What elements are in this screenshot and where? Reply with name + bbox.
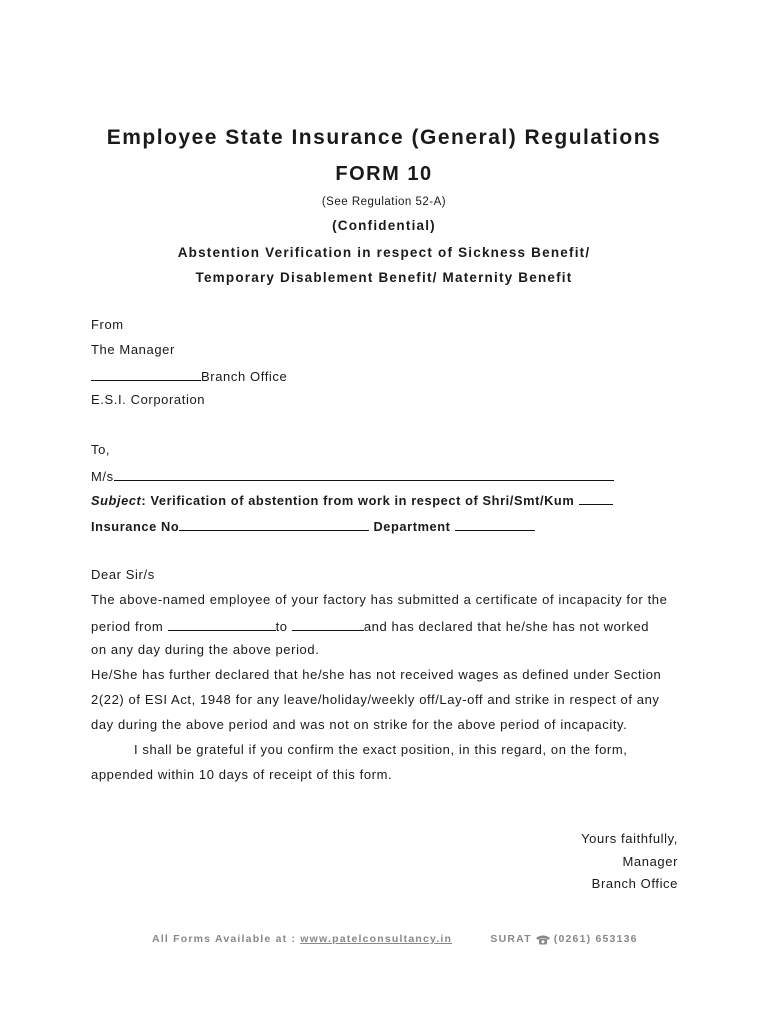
insurance-line <box>91 517 535 534</box>
branch-office-line <box>91 367 287 384</box>
footer-city: SURAT <box>490 933 532 945</box>
branch-office-label: Branch Office <box>201 369 288 384</box>
telephone-icon <box>535 934 551 945</box>
ms-line <box>91 467 614 484</box>
insurance-no-blank[interactable] <box>179 517 369 531</box>
branch-name-blank[interactable] <box>91 367 201 381</box>
period-to-blank[interactable] <box>292 617 364 631</box>
footer-available-label: All Forms Available at : <box>152 933 301 945</box>
paragraph-1-line-3: on any day during the above period. <box>91 642 320 657</box>
subtitle-line-1: Abstention Verification in respect of Sickness Benefit/ <box>177 245 591 260</box>
department-blank[interactable] <box>455 517 535 531</box>
paragraph-3-line-1: I shall be grateful if you confirm the exact position, in this regard, on the form, <box>134 742 628 757</box>
ms-name-blank[interactable] <box>114 467 614 481</box>
paragraph-1-line-1: The above-named employee of your factory has submitted a certificate of incapacity for the <box>91 592 668 607</box>
from-label: From <box>91 317 124 332</box>
department-label: Department <box>373 519 451 534</box>
corporation-label: E.S.I. Corporation <box>91 392 206 407</box>
paragraph-1-line-2 <box>91 617 649 634</box>
paragraph-3-line-2: appended within 10 days of receipt of this form. <box>91 767 393 782</box>
website-link[interactable]: www.patelconsultancy.in <box>300 933 453 945</box>
to-label: To, <box>91 442 111 457</box>
regulation-reference: (See Regulation 52-A) <box>321 196 447 208</box>
paragraph-2-line-3: day during the above period and was not on strike for the above period of incapacity. <box>91 717 628 732</box>
insurance-no-label: Insurance No <box>91 519 180 534</box>
salutation: Dear Sir/s <box>91 567 155 582</box>
period-to-label: to <box>275 619 288 634</box>
employee-name-blank[interactable] <box>579 491 613 505</box>
subject-line <box>91 491 613 508</box>
declared-text: and has declared that he/she has not worked <box>363 619 650 634</box>
closing-branch: Branch Office <box>591 876 678 891</box>
form-number: FORM 10 <box>335 163 433 185</box>
paragraph-2-line-2: 2(22) of ESI Act, 1948 for any leave/holiday/weekly off/Lay-off and strike in respect of any <box>91 692 660 707</box>
footer <box>152 933 638 945</box>
footer-phone: (0261) 653136 <box>553 933 638 945</box>
subject-label: Subject <box>91 493 142 508</box>
form-title: Employee State Insurance (General) Regulations <box>106 126 662 149</box>
closing-manager: Manager <box>622 854 678 869</box>
paragraph-2-line-1: He/She has further declared that he/she has not received wages as defined under Section <box>91 667 662 682</box>
confidential-label: (Confidential) <box>332 218 436 233</box>
subject-text: : Verification of abstention from work in respect of Shri/Smt/Kum <box>141 493 575 508</box>
manager-label: The Manager <box>91 342 175 357</box>
ms-label: M/s <box>91 469 114 484</box>
subtitle-line-2: Temporary Disablement Benefit/ Maternity Benefit <box>195 270 573 285</box>
closing-yours: Yours faithfully, <box>581 831 678 846</box>
period-from-label: period from <box>91 619 164 634</box>
period-from-blank[interactable] <box>168 617 276 631</box>
